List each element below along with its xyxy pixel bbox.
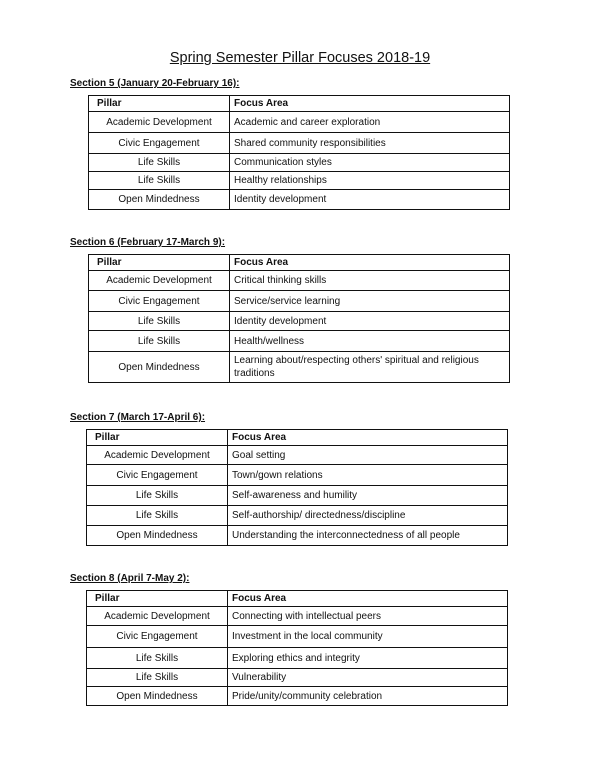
focus-cell: Self-authorship/ directedness/discipline — [228, 506, 508, 526]
section-8 — [70, 573, 508, 706]
pillar-cell: Life Skills — [87, 669, 228, 687]
section-6 — [70, 237, 510, 383]
table-row — [89, 172, 510, 190]
table-header-row — [87, 430, 508, 446]
focus-cell: Shared community responsibilities — [230, 133, 510, 154]
pillar-cell: Academic Development — [89, 112, 230, 133]
pillar-cell: Life Skills — [89, 312, 230, 331]
focus-cell: Town/gown relations — [228, 465, 508, 486]
table-row — [87, 648, 508, 669]
pillar-cell: Civic Engagement — [87, 465, 228, 486]
table-row — [89, 331, 510, 352]
table-row — [89, 112, 510, 133]
pillar-cell: Civic Engagement — [87, 626, 228, 648]
table-row — [89, 133, 510, 154]
page-title: Spring Semester Pillar Focuses 2018-19 — [169, 50, 431, 66]
table-row — [89, 312, 510, 331]
header-pillar: Pillar — [89, 255, 230, 271]
header-focus-area: Focus Area — [230, 255, 510, 271]
pillar-cell: Civic Engagement — [89, 291, 230, 312]
focus-cell: Academic and career exploration — [230, 112, 510, 133]
header-pillar: Pillar — [87, 430, 228, 446]
pillar-cell: Life Skills — [89, 172, 230, 190]
focus-cell: Understanding the interconnectedness of all people — [228, 526, 508, 546]
pillar-cell: Life Skills — [87, 486, 228, 506]
focus-cell: Identity development — [230, 190, 510, 210]
section-heading: Section 8 (April 7-May 2): — [70, 573, 190, 584]
focus-cell: Health/wellness — [230, 331, 510, 352]
focus-cell: Healthy relationships — [230, 172, 510, 190]
header-pillar: Pillar — [89, 96, 230, 112]
focus-cell: Service/service learning — [230, 291, 510, 312]
pillar-cell: Open Mindedness — [89, 190, 230, 210]
section-heading: Section 7 (March 17-April 6): — [70, 412, 206, 423]
table-row — [87, 506, 508, 526]
focus-cell: Investment in the local community — [228, 626, 508, 648]
table-row — [87, 486, 508, 506]
header-pillar: Pillar — [87, 591, 228, 607]
table-row — [87, 687, 508, 706]
pillar-table — [88, 254, 510, 383]
table-row — [89, 154, 510, 172]
pillar-cell: Life Skills — [89, 154, 230, 172]
table-row — [87, 446, 508, 465]
header-focus-area: Focus Area — [228, 591, 508, 607]
table-row — [87, 607, 508, 626]
pillar-cell: Academic Development — [87, 607, 228, 626]
section-heading: Section 6 (February 17-March 9): — [70, 237, 226, 248]
pillar-cell: Open Mindedness — [87, 687, 228, 706]
table-row — [89, 271, 510, 291]
pillar-cell: Life Skills — [87, 506, 228, 526]
section-7 — [70, 412, 508, 546]
pillar-cell: Open Mindedness — [89, 352, 230, 383]
pillar-cell: Civic Engagement — [89, 133, 230, 154]
header-focus-area: Focus Area — [228, 430, 508, 446]
focus-cell: Self-awareness and humility — [228, 486, 508, 506]
focus-cell: Exploring ethics and integrity — [228, 648, 508, 669]
focus-cell: Pride/unity/community celebration — [228, 687, 508, 706]
table-row — [87, 669, 508, 687]
table-row — [87, 626, 508, 648]
table-row — [87, 526, 508, 546]
table-row — [89, 190, 510, 210]
table-header-row — [89, 255, 510, 271]
focus-cell: Goal setting — [228, 446, 508, 465]
table-header-row — [89, 96, 510, 112]
table-header-row — [87, 591, 508, 607]
table-row — [89, 352, 510, 383]
header-focus-area: Focus Area — [230, 96, 510, 112]
focus-cell: Critical thinking skills — [230, 271, 510, 291]
pillar-cell: Life Skills — [89, 331, 230, 352]
section-heading: Section 5 (January 20-February 16): — [70, 78, 240, 89]
pillar-cell: Life Skills — [87, 648, 228, 669]
focus-cell: Connecting with intellectual peers — [228, 607, 508, 626]
pillar-cell: Open Mindedness — [87, 526, 228, 546]
table-row — [87, 465, 508, 486]
pillar-cell: Academic Development — [89, 271, 230, 291]
pillar-table — [88, 95, 510, 210]
section-5 — [70, 78, 510, 210]
focus-cell: Identity development — [230, 312, 510, 331]
focus-cell: Communication styles — [230, 154, 510, 172]
table-row — [89, 291, 510, 312]
pillar-cell: Academic Development — [87, 446, 228, 465]
pillar-table — [86, 429, 508, 546]
focus-cell: Learning about/respecting others' spiritual and religious traditions — [230, 352, 510, 383]
pillar-table — [86, 590, 508, 706]
focus-cell: Vulnerability — [228, 669, 508, 687]
